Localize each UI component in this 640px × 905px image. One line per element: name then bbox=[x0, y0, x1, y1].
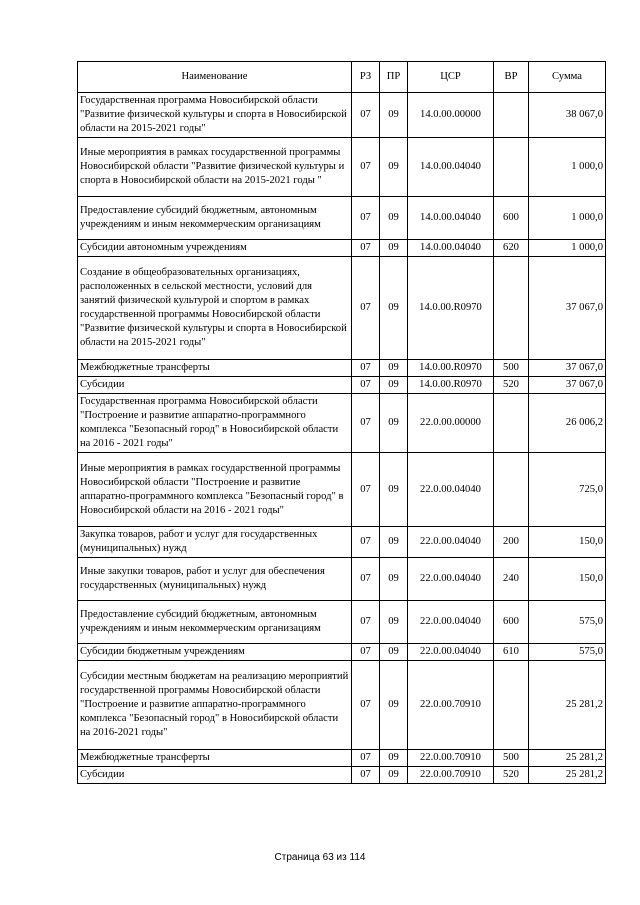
row-sum: 38 067,0 bbox=[529, 93, 606, 138]
row-name: Создание в общеобразовательных организациях, расположенных в сельской местности, условий для занятий физической культурой и спортом в рамках государственной программы Новосибирской области "Развитие физической культуры и спорта в Новосибирской области на 2015-2021 годы" bbox=[78, 257, 352, 360]
row-rz: 07 bbox=[352, 453, 380, 527]
row-vr bbox=[494, 661, 529, 750]
row-rz: 07 bbox=[352, 558, 380, 601]
row-name: Субсидии бюджетным учреждениям bbox=[78, 644, 352, 661]
row-csr: 14.0.00.R0970 bbox=[408, 360, 494, 377]
row-csr: 22.0.00.04040 bbox=[408, 644, 494, 661]
row-sum: 575,0 bbox=[529, 644, 606, 661]
row-csr: 22.0.00.04040 bbox=[408, 453, 494, 527]
row-name: Межбюджетные трансферты bbox=[78, 750, 352, 767]
row-pr: 09 bbox=[380, 661, 408, 750]
table-row bbox=[78, 394, 606, 453]
row-vr: 500 bbox=[494, 750, 529, 767]
table-row bbox=[78, 661, 606, 750]
row-rz: 07 bbox=[352, 767, 380, 784]
row-pr: 09 bbox=[380, 240, 408, 257]
row-pr: 09 bbox=[380, 394, 408, 453]
table-row bbox=[78, 601, 606, 644]
row-sum: 575,0 bbox=[529, 601, 606, 644]
row-vr: 610 bbox=[494, 644, 529, 661]
header-name: Наименование bbox=[78, 62, 352, 93]
row-name: Иные закупки товаров, работ и услуг для обеспечения государственных (муниципальных) нужд bbox=[78, 558, 352, 601]
row-csr: 14.0.00.04040 bbox=[408, 197, 494, 240]
row-csr: 14.0.00.00000 bbox=[408, 93, 494, 138]
row-csr: 22.0.00.70910 bbox=[408, 661, 494, 750]
row-name: Межбюджетные трансферты bbox=[78, 360, 352, 377]
row-rz: 07 bbox=[352, 601, 380, 644]
row-rz: 07 bbox=[352, 360, 380, 377]
row-rz: 07 bbox=[352, 138, 380, 197]
table-row bbox=[78, 93, 606, 138]
table-row bbox=[78, 527, 606, 558]
row-pr: 09 bbox=[380, 750, 408, 767]
row-pr: 09 bbox=[380, 93, 408, 138]
row-name: Субсидии bbox=[78, 377, 352, 394]
row-sum: 25 281,2 bbox=[529, 661, 606, 750]
row-sum: 26 006,2 bbox=[529, 394, 606, 453]
row-rz: 07 bbox=[352, 93, 380, 138]
row-pr: 09 bbox=[380, 527, 408, 558]
row-pr: 09 bbox=[380, 138, 408, 197]
table-row bbox=[78, 240, 606, 257]
row-name: Предоставление субсидий бюджетным, автономным учреждениям и иным некоммерческим организациям bbox=[78, 197, 352, 240]
row-pr: 09 bbox=[380, 601, 408, 644]
row-rz: 07 bbox=[352, 377, 380, 394]
row-sum: 1 000,0 bbox=[529, 197, 606, 240]
row-pr: 09 bbox=[380, 644, 408, 661]
table-row bbox=[78, 197, 606, 240]
row-csr: 22.0.00.70910 bbox=[408, 767, 494, 784]
row-csr: 14.0.00.04040 bbox=[408, 138, 494, 197]
row-csr: 14.0.00.R0970 bbox=[408, 377, 494, 394]
row-name: Субсидии местным бюджетам на реализацию мероприятий государственной программы Новосибирской области "Построение и развитие аппаратно-программного комплекса "Безопасный город" в Новосибирской области на 2016-2021 годы" bbox=[78, 661, 352, 750]
row-pr: 09 bbox=[380, 197, 408, 240]
row-rz: 07 bbox=[352, 527, 380, 558]
table-row bbox=[78, 377, 606, 394]
row-vr bbox=[494, 394, 529, 453]
row-vr bbox=[494, 453, 529, 527]
row-sum: 150,0 bbox=[529, 527, 606, 558]
row-vr: 240 bbox=[494, 558, 529, 601]
row-pr: 09 bbox=[380, 257, 408, 360]
budget-table bbox=[77, 61, 606, 784]
row-name: Государственная программа Новосибирской области "Развитие физической культуры и спорта в Новосибирской области на 2015-2021 годы" bbox=[78, 93, 352, 138]
row-csr: 22.0.00.04040 bbox=[408, 558, 494, 601]
header-pr: ПР bbox=[380, 62, 408, 93]
row-vr bbox=[494, 257, 529, 360]
row-pr: 09 bbox=[380, 558, 408, 601]
row-name: Иные мероприятия в рамках государственной программы Новосибирской области "Построение и развитие аппаратно-программного комплекса "Безопасный город" в Новосибирской области на 2016 - 2021 годы" bbox=[78, 453, 352, 527]
row-csr: 22.0.00.70910 bbox=[408, 750, 494, 767]
row-name: Предоставление субсидий бюджетным, автономным учреждениям и иным некоммерческим организациям bbox=[78, 601, 352, 644]
row-name: Иные мероприятия в рамках государственной программы Новосибирской области "Развитие физической культуры и спорта в Новосибирской области на 2015-2021 годы " bbox=[78, 138, 352, 197]
table-row bbox=[78, 558, 606, 601]
row-vr: 600 bbox=[494, 197, 529, 240]
table-row bbox=[78, 767, 606, 784]
table-row bbox=[78, 138, 606, 197]
table-row bbox=[78, 257, 606, 360]
row-rz: 07 bbox=[352, 197, 380, 240]
page-footer: Страница 63 из 114 bbox=[274, 852, 366, 863]
row-sum: 725,0 bbox=[529, 453, 606, 527]
header-csr: ЦСР bbox=[408, 62, 494, 93]
row-vr bbox=[494, 93, 529, 138]
row-pr: 09 bbox=[380, 767, 408, 784]
row-csr: 14.0.00.R0970 bbox=[408, 257, 494, 360]
row-rz: 07 bbox=[352, 394, 380, 453]
table-header-row bbox=[78, 62, 606, 93]
table-row bbox=[78, 644, 606, 661]
row-sum: 1 000,0 bbox=[529, 240, 606, 257]
row-vr: 600 bbox=[494, 601, 529, 644]
row-rz: 07 bbox=[352, 750, 380, 767]
row-csr: 22.0.00.04040 bbox=[408, 527, 494, 558]
row-sum: 25 281,2 bbox=[529, 767, 606, 784]
row-sum: 37 067,0 bbox=[529, 257, 606, 360]
row-vr: 520 bbox=[494, 767, 529, 784]
table-row bbox=[78, 453, 606, 527]
row-pr: 09 bbox=[380, 360, 408, 377]
row-sum: 1 000,0 bbox=[529, 138, 606, 197]
row-vr: 500 bbox=[494, 360, 529, 377]
row-name: Закупка товаров, работ и услуг для государственных (муниципальных) нужд bbox=[78, 527, 352, 558]
row-name: Субсидии bbox=[78, 767, 352, 784]
row-vr: 620 bbox=[494, 240, 529, 257]
row-csr: 14.0.00.04040 bbox=[408, 240, 494, 257]
table-row bbox=[78, 360, 606, 377]
header-rz: РЗ bbox=[352, 62, 380, 93]
row-vr: 520 bbox=[494, 377, 529, 394]
header-vr: ВР bbox=[494, 62, 529, 93]
row-sum: 37 067,0 bbox=[529, 377, 606, 394]
row-rz: 07 bbox=[352, 240, 380, 257]
row-pr: 09 bbox=[380, 377, 408, 394]
row-sum: 37 067,0 bbox=[529, 360, 606, 377]
header-sum: Сумма bbox=[529, 62, 606, 93]
row-sum: 150,0 bbox=[529, 558, 606, 601]
row-vr bbox=[494, 138, 529, 197]
row-rz: 07 bbox=[352, 644, 380, 661]
row-pr: 09 bbox=[380, 453, 408, 527]
row-sum: 25 281,2 bbox=[529, 750, 606, 767]
row-csr: 22.0.00.04040 bbox=[408, 601, 494, 644]
table-row bbox=[78, 750, 606, 767]
row-vr: 200 bbox=[494, 527, 529, 558]
row-rz: 07 bbox=[352, 661, 380, 750]
row-name: Государственная программа Новосибирской области "Построение и развитие аппаратно-программного комплекса "Безопасный город" в Новосибирской области на 2016 - 2021 годы" bbox=[78, 394, 352, 453]
row-rz: 07 bbox=[352, 257, 380, 360]
row-name: Субсидии автономным учреждениям bbox=[78, 240, 352, 257]
row-csr: 22.0.00.00000 bbox=[408, 394, 494, 453]
